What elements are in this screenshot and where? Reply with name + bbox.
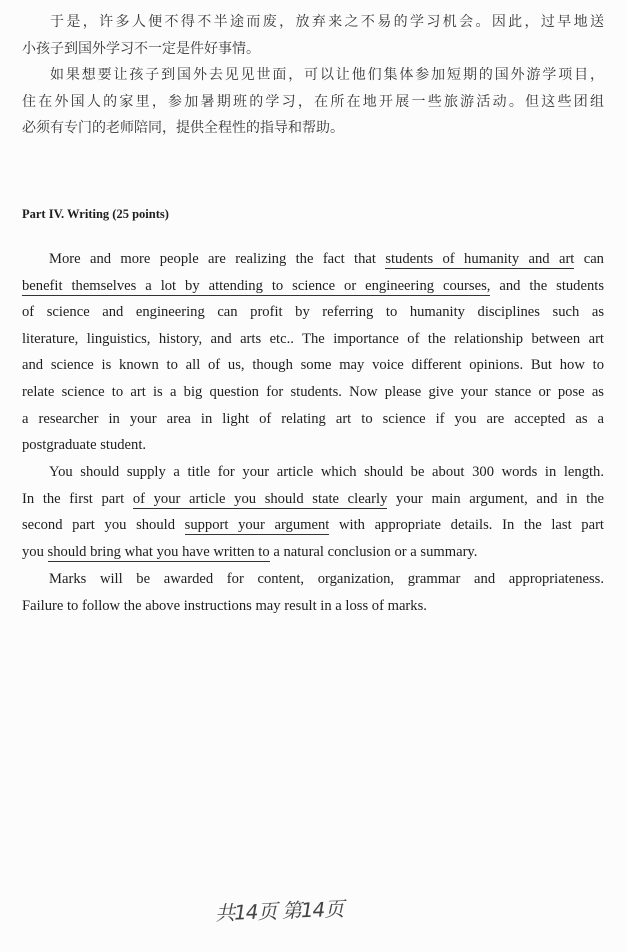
text-segment: you <box>22 543 48 560</box>
text-segment: second part you should <box>22 517 185 534</box>
text-line <box>22 486 604 513</box>
text-line <box>22 352 604 379</box>
chinese-text-line: 小孩子到国外学习不一定是件好事情。 <box>22 40 260 57</box>
underlined-phrase: of your article you should state clearly <box>132 490 388 507</box>
text-line <box>22 432 604 459</box>
text-segment: and science is known to all of us, though some may voice different opinions. But how to <box>22 357 604 374</box>
text-line <box>22 459 604 486</box>
text-segment: literature, linguistics, history, and arts etc.. The importance of the relationship between art <box>22 330 604 347</box>
text-segment: and the students <box>490 277 604 294</box>
text-line <box>22 246 604 273</box>
text-line <box>22 299 604 326</box>
underlined-phrase: students of humanity and art <box>385 251 575 267</box>
text-segment: In the first part <box>22 490 133 507</box>
text-line <box>22 539 604 566</box>
text-segment: More and more people are realizing the fact that <box>49 251 386 267</box>
writing-prompt-paragraph-3 <box>22 566 604 619</box>
text-line <box>22 593 604 620</box>
chinese-text-line: 于是，许多人便不得不半途而废，放弃来之不易的学习机会。因此，过早地送 <box>50 14 604 30</box>
text-segment: can <box>574 251 604 267</box>
text-segment: your main argument, and in the <box>387 490 604 507</box>
text-line <box>22 406 604 433</box>
underlined-phrase: benefit themselves a lot by attending to <box>22 277 293 294</box>
text-segment: You should supply a title for your article which should be about 300 words in length. <box>49 464 604 480</box>
underlined-phrase: science or engineering courses, <box>292 277 491 294</box>
text-segment: Failure to follow the above instructions may result in a loss of marks. <box>22 597 427 614</box>
chinese-text-line: 必须有专门的老师陪同，提供全程性的指导和帮助。 <box>22 120 344 136</box>
writing-prompt-paragraph-1 <box>22 246 604 459</box>
writing-prompt-paragraph-2 <box>22 459 604 565</box>
section-heading: Part IV. Writing (25 points) <box>22 207 169 221</box>
text-line <box>22 379 604 406</box>
text-line <box>22 512 604 539</box>
text-segment: a natural conclusion or a summary. <box>269 543 478 560</box>
text-line <box>22 566 604 593</box>
text-segment: postgraduate student. <box>22 437 147 454</box>
text-segment: with appropriate details. In the last part <box>329 517 604 534</box>
chinese-text-line: 住在外国人的家里，参加暑期班的学习，在所在地开展一些旅游活动。但这些团组 <box>22 93 604 110</box>
text-segment: Marks will be awarded for content, organization, grammar and appropriateness. <box>49 571 604 587</box>
handwritten-page-note: 共14页 第14页 <box>214 896 344 926</box>
text-segment: a researcher in your area in light of relating art to science if you are accepted as a <box>22 410 604 427</box>
underlined-phrase: support your argument <box>184 517 330 534</box>
text-line <box>22 326 604 353</box>
chinese-text-line: 如果想要让孩子到国外去见见世面，可以让他们集体参加短期的国外游学项目， <box>50 67 604 83</box>
text-line <box>22 273 604 300</box>
chinese-text-block <box>22 9 604 142</box>
underlined-phrase: should bring what you have written to <box>47 543 270 560</box>
text-segment: relate science to art is a big question for students. Now please give your stance or pose as <box>22 383 604 400</box>
text-segment: of science and engineering can profit by referring to humanity disciplines such as <box>22 304 604 321</box>
